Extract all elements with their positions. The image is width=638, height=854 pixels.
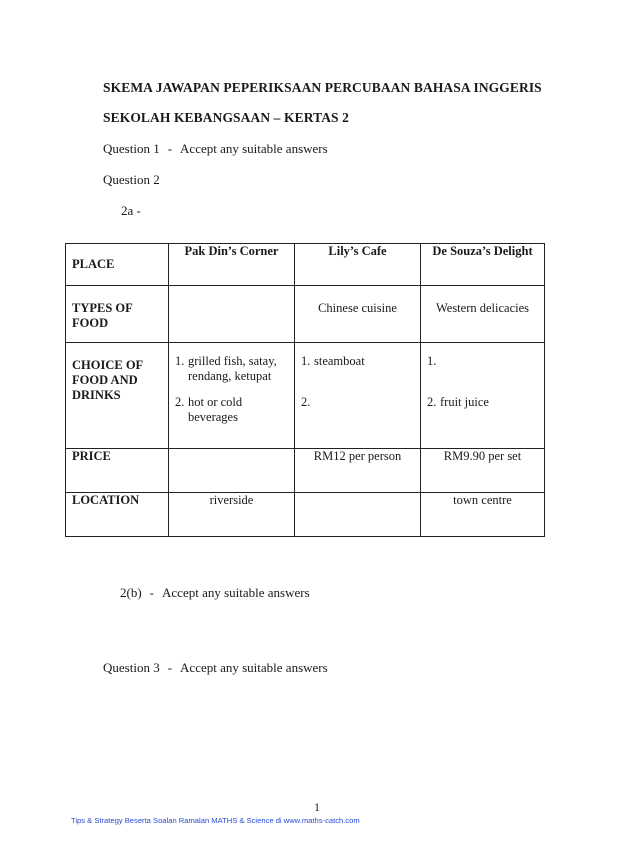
list-item <box>175 354 290 384</box>
list-item <box>427 354 540 369</box>
list-item <box>427 395 540 410</box>
row-label-choice: CHOICE OF FOOD AND DRINKS <box>66 343 169 449</box>
list-item <box>301 395 416 410</box>
answer-table <box>65 243 545 537</box>
location-lily <box>295 493 421 537</box>
question-3-answer: Accept any suitable answers <box>180 660 328 675</box>
price-lily: RM12 per person <box>295 449 421 493</box>
list-item <box>301 354 416 369</box>
list-item <box>175 395 290 425</box>
item-number: 2. <box>427 395 437 409</box>
footer-link[interactable]: Tips & Strategy Beserta Soalan Ramalan MATHS & Science di www.maths-catch.com <box>71 816 360 825</box>
question-1-answer: Accept any suitable answers <box>180 141 328 156</box>
question-2b-answer: Accept any suitable answers <box>162 585 310 600</box>
table-row-choice <box>66 343 545 449</box>
location-pak-din: riverside <box>169 493 295 537</box>
question-2b <box>120 585 310 601</box>
item-text: hot or cold beverages <box>188 395 243 424</box>
question-3-separator: - <box>167 660 173 675</box>
item-text <box>440 354 540 369</box>
choice-lily <box>295 343 421 449</box>
location-de-souza: town centre <box>421 493 545 537</box>
header-place: PLACE <box>66 244 169 286</box>
table-header-row <box>66 244 545 286</box>
header-lilys-cafe: Lily’s Cafe <box>295 244 421 286</box>
question-2a-label: 2a - <box>121 203 141 218</box>
question-1 <box>103 141 328 157</box>
document-title: SKEMA JAWAPAN PEPERIKSAAN PERCUBAAN BAHASA INGGERIS <box>103 80 542 95</box>
item-text <box>314 395 416 410</box>
table-row-types-of-food <box>66 286 545 343</box>
item-text: steamboat <box>314 354 365 368</box>
document-subtitle: SEKOLAH KEBANGSAAN – KERTAS 2 <box>103 110 349 125</box>
types-pak-din <box>169 286 295 343</box>
item-number: 1. <box>175 354 185 368</box>
item-number: 1. <box>427 354 437 368</box>
item-number: 2. <box>301 395 311 409</box>
header-de-souzas-delight: De Souza’s Delight <box>421 244 545 286</box>
header-pak-dins-corner: Pak Din’s Corner <box>169 244 295 286</box>
row-label-location: LOCATION <box>66 493 169 537</box>
types-de-souza: Western delicacies <box>421 286 545 343</box>
question-3 <box>103 660 328 676</box>
row-label-types-of-food: TYPES OF FOOD <box>66 286 169 343</box>
question-2b-label: 2(b) <box>120 585 142 600</box>
question-1-separator: - <box>167 141 173 156</box>
item-text: grilled fish, satay, rendang, ketupat <box>188 354 277 383</box>
question-1-label: Question 1 <box>103 141 160 156</box>
question-3-label: Question 3 <box>103 660 160 675</box>
row-label-price: PRICE <box>66 449 169 493</box>
price-de-souza: RM9.90 per set <box>421 449 545 493</box>
types-lily: Chinese cuisine <box>295 286 421 343</box>
item-number: 1. <box>301 354 311 368</box>
table-row-price <box>66 449 545 493</box>
table-row-location <box>66 493 545 537</box>
choice-de-souza <box>421 343 545 449</box>
item-number: 2. <box>175 395 185 409</box>
page-number: 1 <box>314 800 320 814</box>
choice-pak-din <box>169 343 295 449</box>
item-text: fruit juice <box>440 395 489 409</box>
question-2b-separator: - <box>149 585 155 600</box>
question-2-label: Question 2 <box>103 172 160 187</box>
price-pak-din <box>169 449 295 493</box>
